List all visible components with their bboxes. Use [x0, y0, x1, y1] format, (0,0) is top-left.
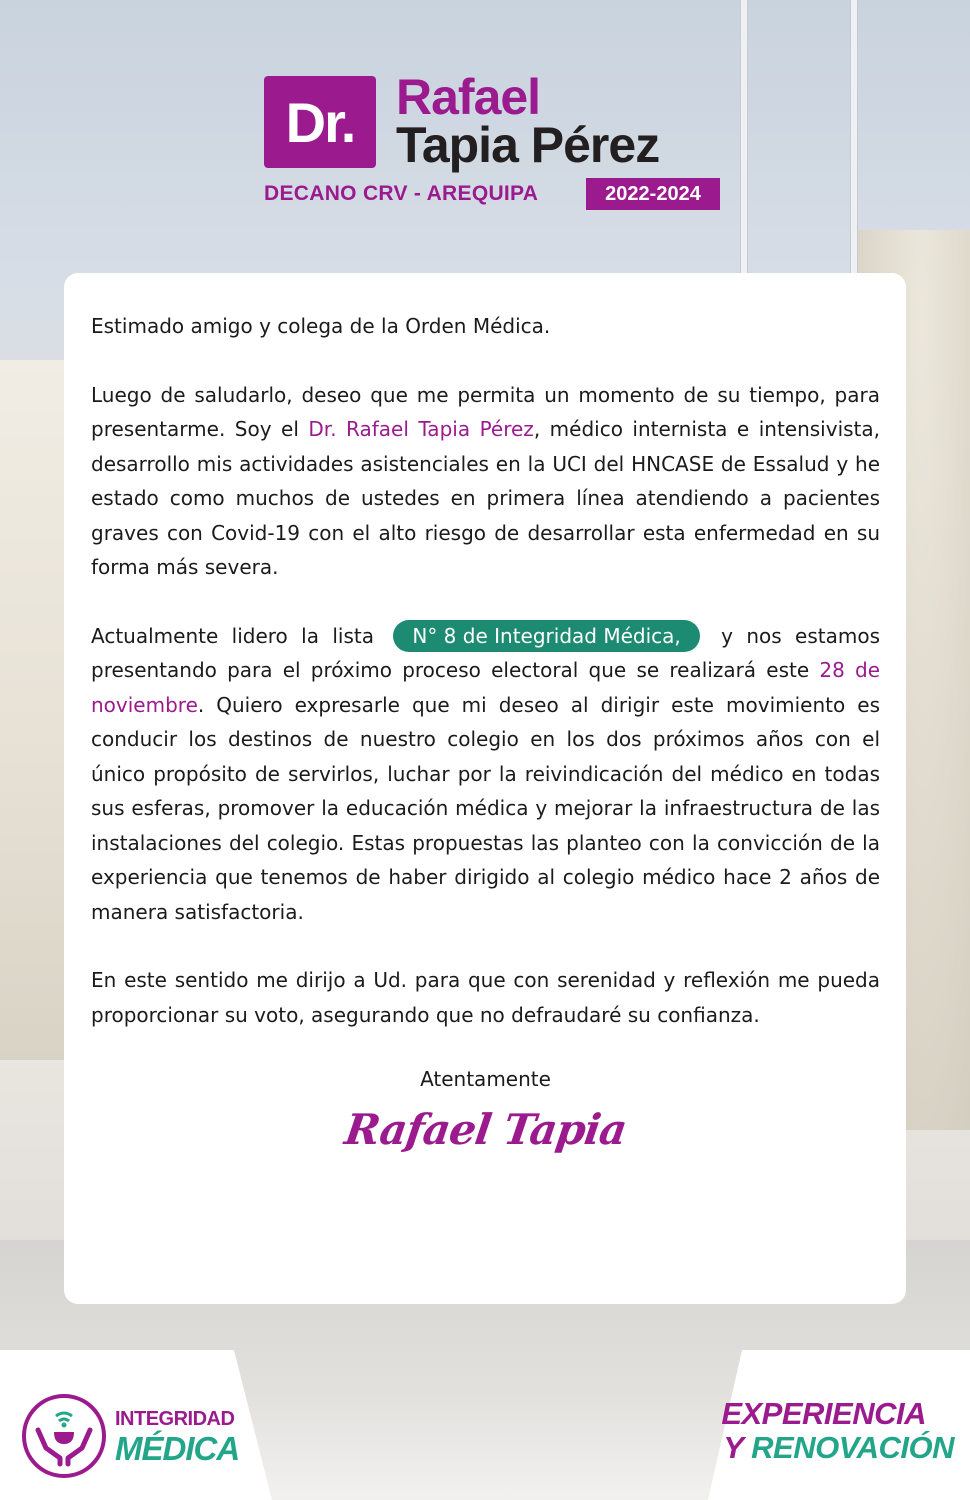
slogan-line-2: [723, 1430, 954, 1466]
term-years-badge: 2022-2024: [586, 178, 720, 210]
dr-badge: Dr.: [264, 76, 376, 168]
highlighted-candidate-name: Dr. Rafael Tapia Pérez: [308, 417, 534, 441]
candidate-logo: [264, 69, 724, 216]
signature: Rafael Tapia: [341, 1104, 630, 1154]
paragraph-2-text-b: y nos estamos presentando para el próximo proceso electoral que se realizará este: [91, 623, 881, 682]
footer-brand-line-2: MÉDICA: [115, 1430, 240, 1467]
list-number-pill: N° 8 de Integridad Médica,: [393, 620, 699, 652]
letter-closing: Atentamente: [420, 1067, 551, 1091]
candidate-position: DECANO CRV - AREQUIPA: [264, 182, 539, 205]
paragraph-2-text-c: . Quiero expresarle que mi deseo al dirigir este movimiento es conducir los destinos de nuestro colegio en los dos próximos años con el único propósito de servirlos, luchar por la reivindicación del médico en todas sus esferas, promover la educación médica y mejorar la infraestructura de las instalaciones del colegio. Estas propuestas las planteo con la convicción de la experiencia que tenemos de haber dirigido al colegio médico hace 2 años de manera satisfactoria.: [91, 692, 880, 924]
letter-paragraph-1: [91, 378, 880, 585]
paragraph-1-text-b: , médico internista e intensivista, desarrollo mis actividades asistenciales en la UCI del HNCASE de Essalud y he estado como muchos de ustedes en primera línea atendiendo a pacientes graves con Covid-19 con el alto riesgo de desarrollar esta enfermedad en su forma más severa.: [91, 417, 881, 579]
background-pole: [850, 0, 858, 290]
letter-greeting: Estimado amigo y colega de la Orden Médica.: [91, 314, 551, 338]
letter-paragraph-3: En este sentido me dirijo a Ud. para que con serenidad y reflexión me pueda proporcionar su voto, asegurando que no defraudaré su confianza.: [91, 968, 880, 1027]
hands-heart-icon: [22, 1394, 106, 1478]
slogan-line-1: EXPERIENCIA: [721, 1396, 926, 1431]
candidate-last-name: Tapia Pérez: [396, 117, 660, 173]
footer-brand-line-1: INTEGRIDAD: [115, 1408, 235, 1430]
letter-card: [64, 273, 906, 1304]
slogan-line-2-word: RENOVACIÓN: [751, 1430, 954, 1465]
candidate-first-name: Rafael: [396, 69, 541, 125]
letter-paragraph-2: [91, 619, 880, 930]
paragraph-2-text-a: Actualmente lidero la lista: [91, 623, 374, 648]
election-date: 28 de noviembre: [91, 658, 880, 717]
slogan-conjunction: Y: [723, 1430, 744, 1465]
background-pole: [740, 0, 748, 290]
paragraph-1-text-a: Luego de saludarlo, deseo que me permita un momento de su tiempo, para presentarme. Soy el: [91, 382, 880, 441]
